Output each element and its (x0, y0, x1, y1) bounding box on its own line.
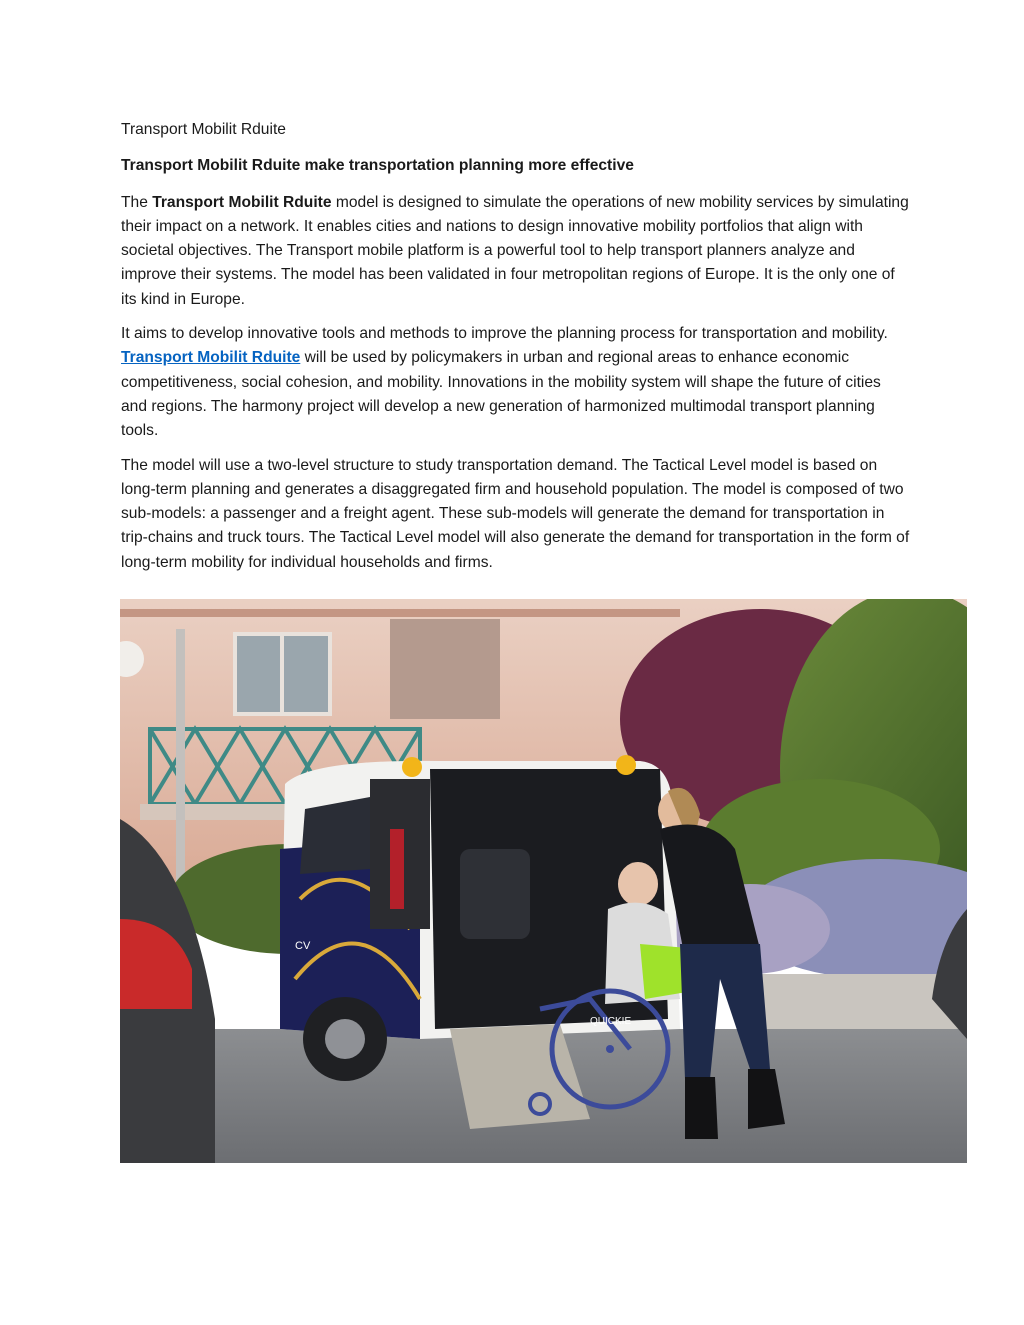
document-body (121, 118, 911, 585)
paragraph-intro (121, 191, 911, 312)
photo-wheelchair-accessible-van (120, 599, 967, 1163)
paragraph-intro-prefix: The (121, 193, 153, 211)
building-balcony-floor (120, 609, 680, 617)
paragraph-model: The model will use a two-level structure to study transportation demand. The Tactical Level model is based on long-term planning and generates a disaggregated firm and household population. The model is composed of two sub-models: a passenger and a freight agent. These sub-models will generate the demand for transportation in trip-chains and truck tours. The Tactical Level model will also generate the demand for transportation in the form of long-term mobility for individual households and firms. (121, 456, 910, 571)
document-title: Transport Mobilit Rduite (121, 121, 286, 138)
building-window (235, 634, 330, 714)
paragraph-aims (121, 322, 911, 443)
building-window-right (390, 619, 500, 719)
transport-mobilit-rduite-link[interactable]: Transport Mobilit Rduite (121, 349, 301, 367)
document-heading: Transport Mobilit Rduite make transportation planning more effective (121, 157, 634, 175)
paragraph-intro-bold: Transport Mobilit Rduite (152, 193, 332, 211)
paragraph-aims-prefix: It aims to develop innovative tools and methods to improve the planning process for transportation and mobility. (121, 325, 888, 343)
paragraph-intro-rest: model is designed to simulate the operations of new mobility services by simulating their impact on a network. It enables cities and nations to design innovative mobility portfolios that align with societal objectives. The Transport mobile platform is a powerful tool to help transport planners analyze and improve their systems. The model has been validated in four metropolitan regions of Europe. It is the only one of its kind in Europe. (121, 193, 909, 308)
wheelchair-brand-text: QUICKIE (590, 1016, 632, 1027)
paragraph-aims-rest: will be used by policymakers in urban and regional areas to enhance economic competitiveness, social cohesion, and mobility. Innovations in the mobility system will shape the future of cities and regions. The harmony project will develop a new generation of harmonized multimodal transport planning tools. (121, 349, 881, 440)
van-taillight (390, 829, 404, 909)
van-plate-text: CV (295, 940, 311, 952)
warning-light (402, 757, 422, 777)
